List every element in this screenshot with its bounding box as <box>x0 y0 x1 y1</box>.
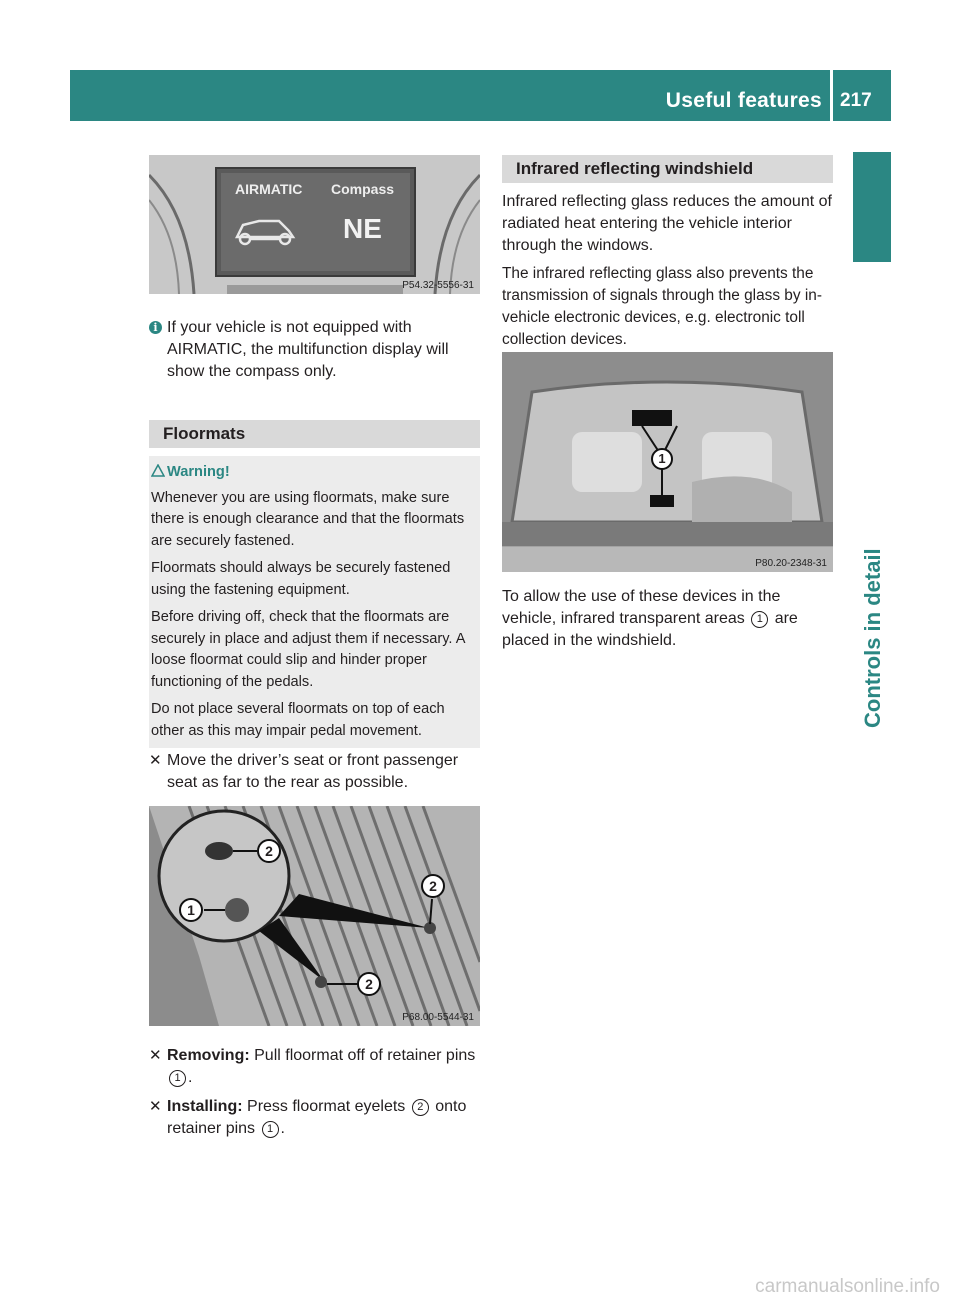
header-title: Useful features <box>665 89 822 112</box>
warning-paragraph: Before driving off, check that the floormats are securely in place and adjust them if necessary. A loose floormat could slip and hinder proper functioning of the pedals. <box>151 609 465 690</box>
page-header <box>70 70 891 121</box>
step-installing: ✕ Installing: Press floormat eyelets 2 onto retainer pins 1 . <box>149 1098 467 1137</box>
windshield-paragraph: Infrared reflecting glass reduces the amount of radiated heat entering the vehicle interior through the windows. <box>502 193 832 254</box>
step-removing: ✕ Removing: Pull floormat off of retainer pins 1 . <box>149 1047 476 1086</box>
step-label: Installing: <box>167 1098 243 1115</box>
step-marker-icon: ✕ <box>149 1047 162 1064</box>
figure-code: P54.32-5556-31 <box>402 280 474 291</box>
left-column <box>149 317 480 383</box>
info-note-text: If your vehicle is not equipped with AIRMATIC, the multifunction display will show the compass only. <box>167 319 449 380</box>
windshield-paragraph: are placed in the windshield. <box>502 610 798 649</box>
section-heading-windshield: Infrared reflecting windshield <box>502 155 833 183</box>
info-note <box>149 317 480 383</box>
side-tab <box>852 278 892 728</box>
floormats-section <box>149 420 480 448</box>
figure-floormat <box>149 806 480 1026</box>
callout-1-icon: 1 <box>169 1070 186 1087</box>
callout-1: 1 <box>187 902 195 918</box>
warning-paragraph: Whenever you are using floormats, make sure there is enough clearance and that the floormats are securely fastened. <box>151 489 465 549</box>
compass-display-illustration <box>149 155 480 294</box>
floormat-illustration <box>149 806 480 1026</box>
figure-code: P68.00-5544-31 <box>402 1012 474 1023</box>
windshield-paragraph: To allow the use of these devices in the vehicle, infrared transparent areas <box>502 588 781 627</box>
callout-1-icon: 1 <box>262 1121 279 1138</box>
windshield-note <box>502 586 833 652</box>
warning-title: Warning! <box>167 464 230 480</box>
page-number: 217 <box>840 90 872 111</box>
info-icon: i <box>149 321 162 334</box>
figure-compass-display <box>149 155 480 294</box>
warning-box <box>149 456 480 748</box>
warning-paragraph: Floormats should always be securely fastened using the fastening equipment. <box>151 560 451 598</box>
step-text: Move the driver’s seat or front passenger seat as far to the rear as possible. <box>167 752 459 791</box>
display-compass-heading: NE <box>343 213 382 244</box>
windshield-paragraph: The infrared reflecting glass also prevents the transmission of signals through the glass by in-vehicle electronic devices, e.g. electronic toll collection devices. <box>502 265 822 348</box>
warning-triangle-icon <box>151 464 165 477</box>
display-label-compass: Compass <box>331 181 395 197</box>
side-tab-marker <box>853 152 891 262</box>
header-separator <box>830 70 833 121</box>
callout-2-icon: 2 <box>412 1099 429 1116</box>
callout-2: 2 <box>365 976 373 992</box>
watermark: carmanualsonline.info <box>755 1276 940 1297</box>
step-marker-icon: ✕ <box>149 752 162 769</box>
step-text: Press floormat eyelets <box>247 1098 406 1115</box>
display-label-airmatic: AIRMATIC <box>235 181 303 197</box>
callout-2: 2 <box>429 878 437 894</box>
figure-code: P80.20-2348-31 <box>755 558 827 569</box>
step-text: onto retainer pins <box>167 1098 467 1137</box>
step-marker-icon: ✕ <box>149 1098 162 1115</box>
callout-2: 2 <box>265 843 273 859</box>
windshield-section <box>502 155 833 351</box>
callout-1-icon: 1 <box>751 611 768 628</box>
step-move-seat <box>149 750 480 794</box>
step-text: Pull floormat off of retainer pins <box>254 1047 476 1064</box>
side-tab-label: Controls in detail <box>860 548 885 728</box>
section-heading-floormats: Floormats <box>149 420 480 448</box>
step-label: Removing: <box>167 1047 250 1064</box>
warning-paragraph: Do not place several floormats on top of each other as this may impair pedal movement. <box>151 701 445 739</box>
figure-windshield <box>502 352 833 572</box>
callout-1: 1 <box>658 451 666 466</box>
